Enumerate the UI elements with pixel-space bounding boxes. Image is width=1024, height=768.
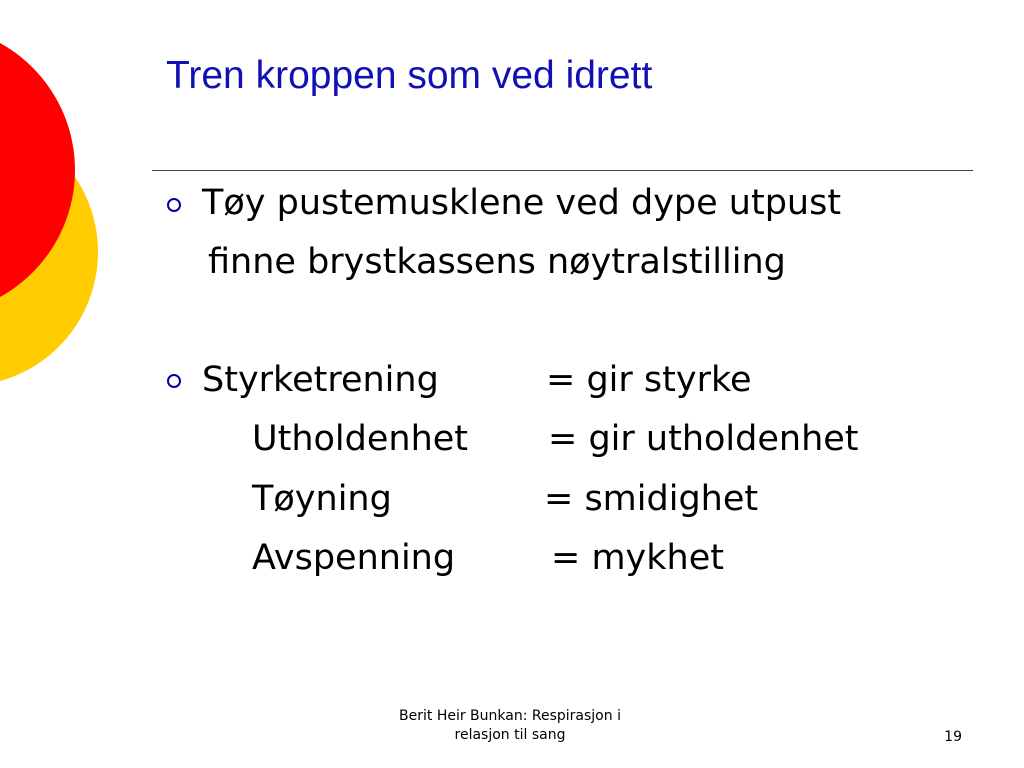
bullet-circle-icon [167, 198, 181, 212]
training-term-3: Tøyning [252, 479, 392, 519]
footer-line-1: Berit Heir Bunkan: Respirasjon i [399, 708, 621, 724]
slide-title: Tren kroppen som ved idrett [166, 54, 653, 97]
training-effect-3: = smidighet [544, 479, 759, 519]
training-effect-1: = gir styrke [546, 360, 752, 400]
page-number: 19 [944, 729, 962, 745]
training-term-2: Utholdenhet [252, 419, 469, 459]
training-effect-2: = gir utholdenhet [548, 419, 859, 459]
bullet-1-line-1: Tøy pustemusklene ved dype utpust [202, 183, 842, 223]
bullet-1-line-2: finne brystkassens nøytralstilling [208, 242, 786, 282]
bullet-circle-icon [167, 374, 181, 388]
footer-citation [360, 707, 660, 745]
training-term-4: Avspenning [252, 538, 456, 578]
training-term-1: Styrketrening [202, 360, 439, 400]
title-divider [152, 170, 973, 171]
footer-line-2: relasjon til sang [454, 727, 566, 743]
training-effect-4: = mykhet [551, 538, 724, 578]
